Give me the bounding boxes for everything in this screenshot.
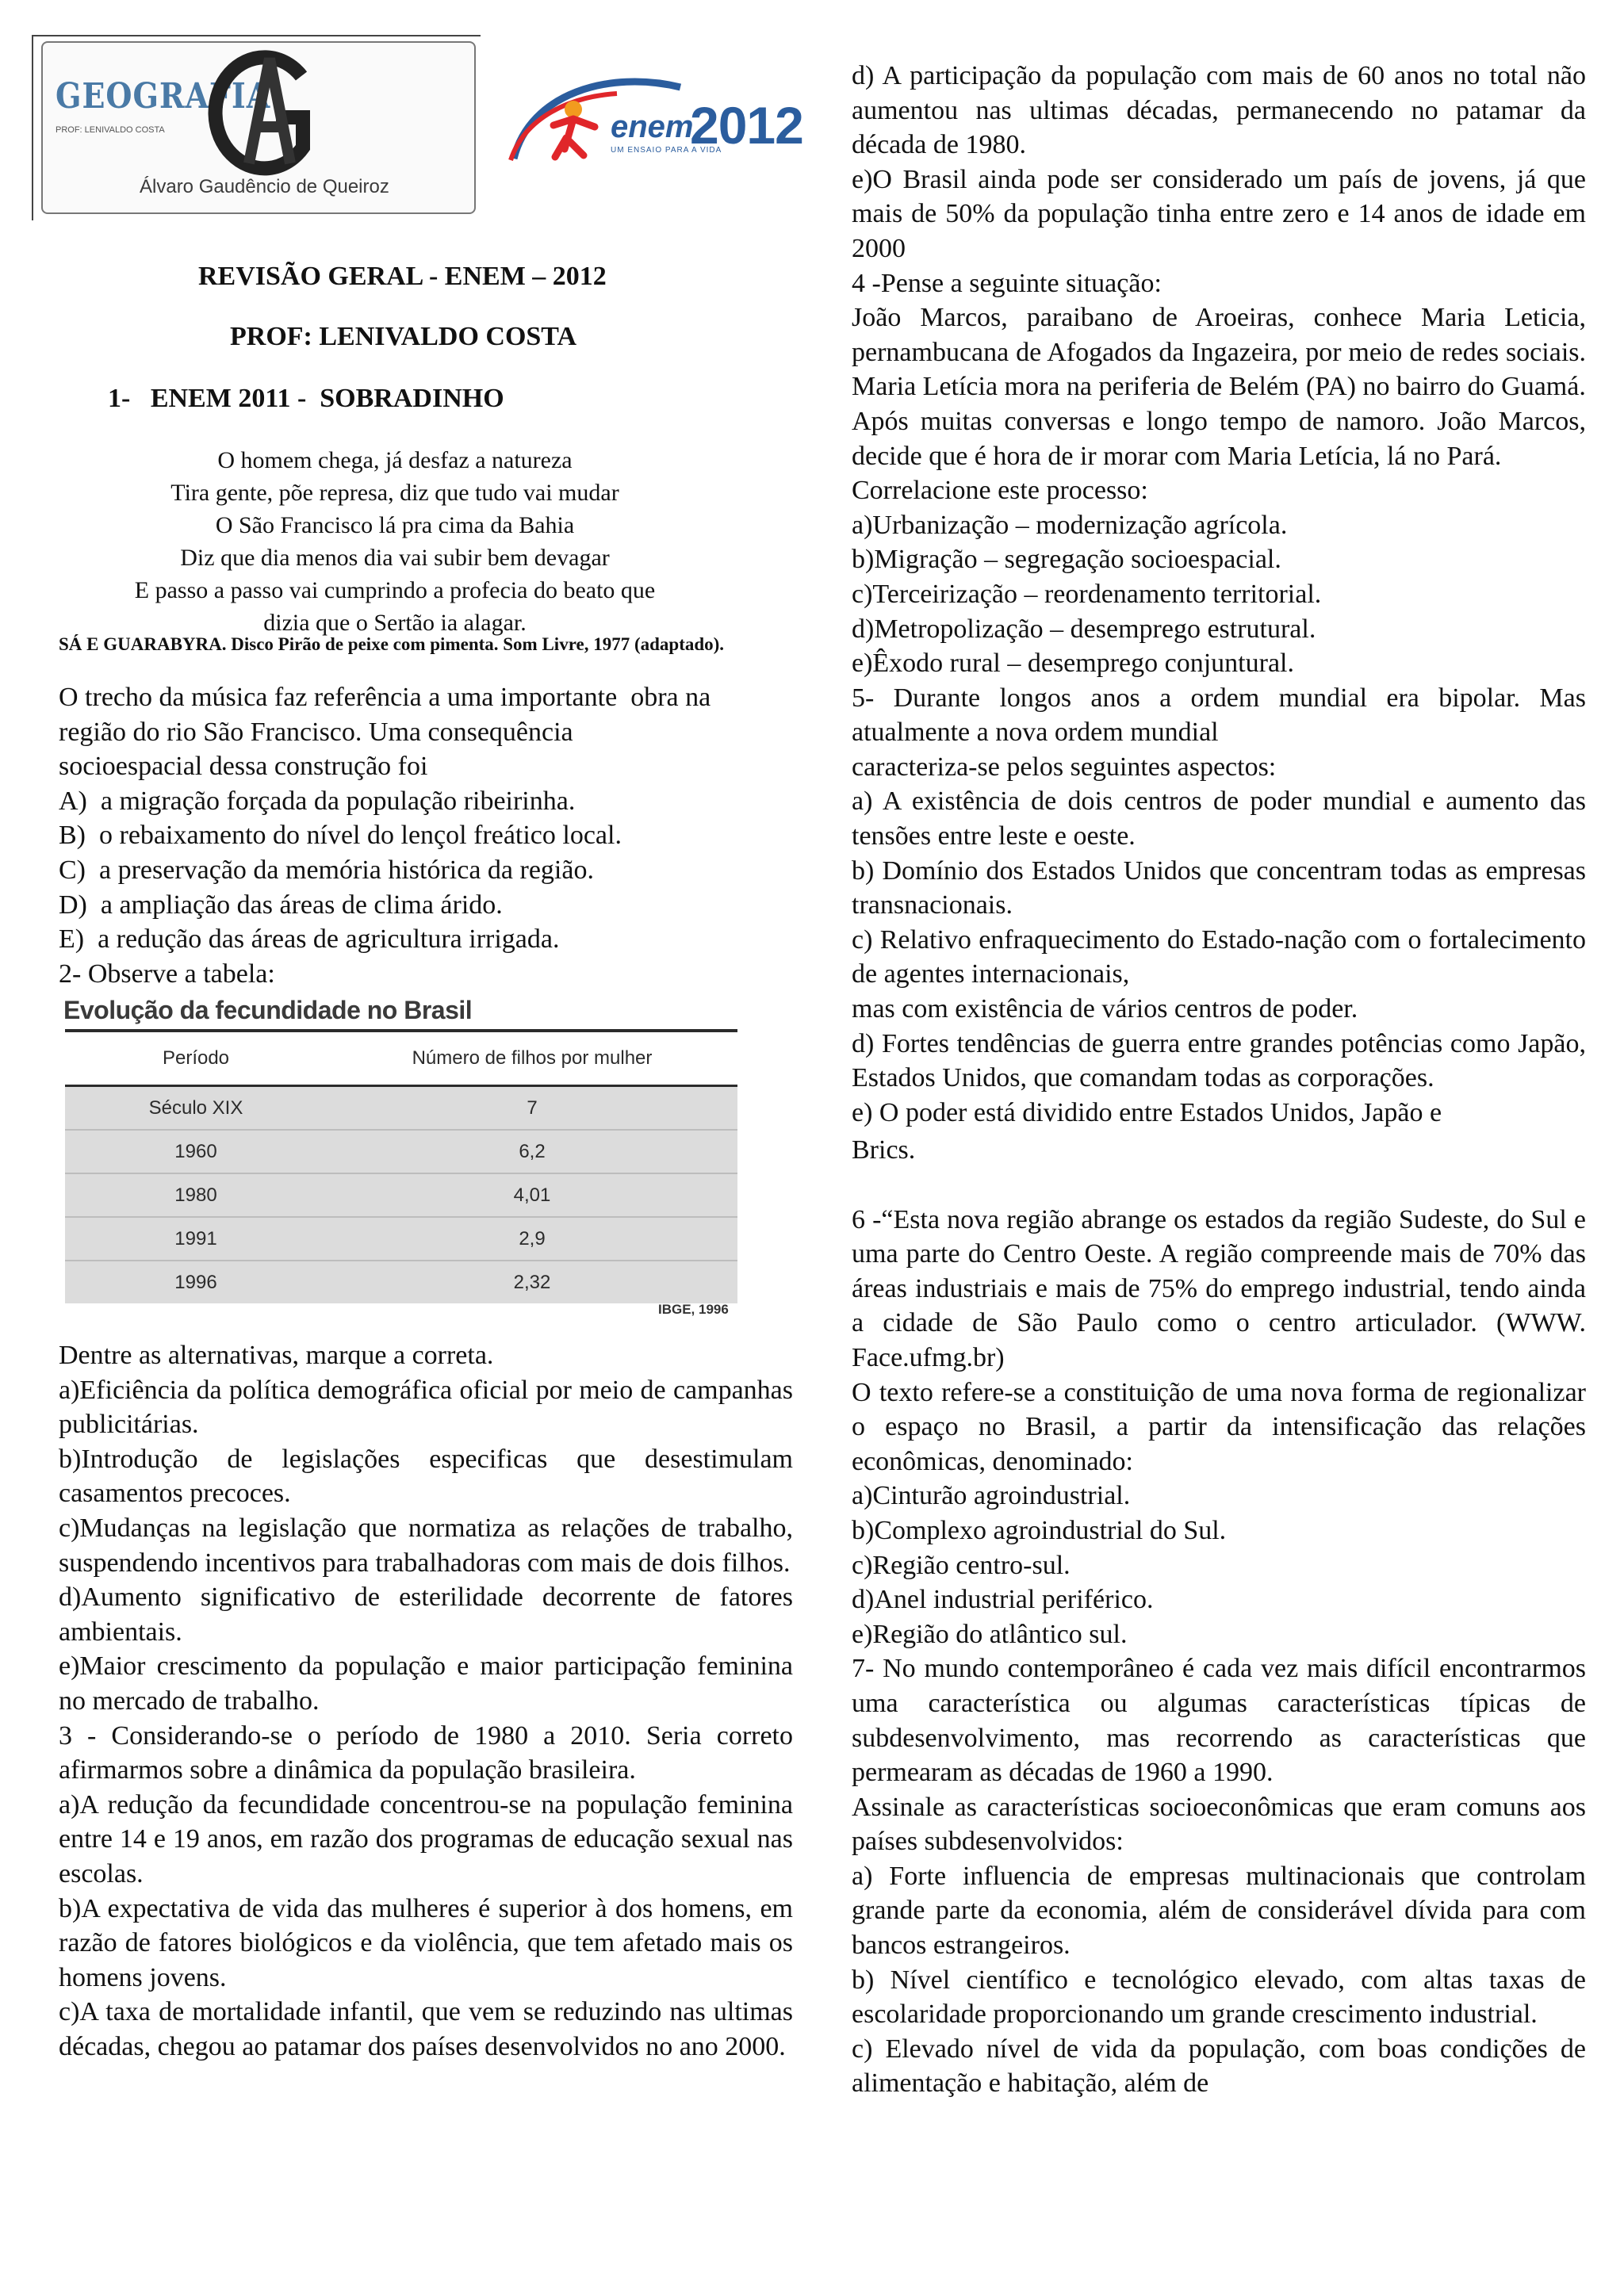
table-row: [65, 1131, 737, 1173]
monogram-logo-icon: [208, 44, 327, 179]
question-1-body: [59, 680, 793, 991]
logo-frame-line: [32, 35, 33, 220]
cell-period: 1991: [174, 1227, 217, 1249]
question-2-intro: 2- Observe a tabela:: [59, 959, 275, 989]
answer-option: e)Região do atlântico sul.: [852, 1619, 1128, 1649]
answer-option: d)Aumento significativo de esterilidade decorrente de fatores ambientais.: [59, 1582, 793, 1647]
enem-word: enem: [611, 109, 694, 144]
question-7-stem: Assinale as características socioeconômicas que eram comuns aos países subdesenvolvidos:: [852, 1792, 1586, 1857]
lyric-line: Tira gente, põe represa, diz que tudo vai mudar: [170, 480, 619, 506]
question-5-stem: 5- Durante longos anos a ordem mundial era bipolar. Mas atualmente a nova ordem mundial: [852, 683, 1586, 748]
logo-frame-line: [32, 35, 481, 36]
answer-option: d)Metropolização – desemprego estrutural.: [852, 614, 1316, 644]
answer-option: d)Anel industrial periférico.: [852, 1585, 1154, 1615]
cell-value: 7: [527, 1096, 538, 1119]
cell-value: 2,32: [513, 1271, 551, 1293]
logo-author: Álvaro Gaudêncio de Queiroz: [140, 176, 389, 197]
lyric-line: dizia que o Sertão ia alagar.: [263, 610, 527, 636]
answer-option: b)Migração – segregação socioespacial.: [852, 545, 1281, 575]
answer-option-continued: mas com existência de vários centros de poder.: [852, 994, 1358, 1024]
column-header-period: Período: [162, 1047, 230, 1069]
question-4-text: João Marcos, paraibano de Aroeiras, conhece Maria Leticia, pernambucana de Afogados da Ingazeira, por meio de redes sociais. Maria Letícia mora na periferia de Belém (PA) no bairro do Guamá.: [852, 303, 1586, 402]
answer-option: D) a ampliação das áreas de clima árido.: [59, 890, 503, 920]
question-2-stem: Dentre as alternativas, marque a correta.: [59, 1341, 494, 1370]
column-header-children: Número de filhos por mulher: [412, 1047, 653, 1069]
lyric-line: E passo a passo vai cumprindo a profecia do beato que: [134, 577, 656, 603]
table-header: [65, 1032, 737, 1085]
answer-option: c) Elevado nível de vida da população, com boas condições de alimentação e habitação, além de: [852, 2034, 1586, 2099]
song-lyrics: [62, 444, 728, 639]
question-stem-line: O trecho da música faz referência a uma importante obra na: [59, 683, 711, 712]
table-title: Evolução da fecundidade no Brasil: [63, 996, 473, 1024]
answer-option: a) Forte influencia de empresas multinacionais que controlam grande parte da economia, além de considerável dívida para com bancos estrangeiros.: [852, 1861, 1586, 1961]
enem-year: 2012: [690, 96, 803, 155]
right-column: [852, 59, 1586, 2101]
answer-option: e)Êxodo rural – desemprego conjuntural.: [852, 649, 1294, 679]
answer-option: b)Introdução de legislações especificas que desestimulam casamentos precoces.: [59, 1444, 793, 1509]
question-4-intro: 4 -Pense a seguinte situação:: [852, 268, 1162, 298]
lyric-line: O homem chega, já desfaz a natureza: [217, 447, 573, 473]
blank-line: [852, 1168, 1586, 1203]
cell-period: 1980: [174, 1184, 217, 1206]
answer-option: a)Urbanização – modernização agrícola.: [852, 510, 1288, 540]
question-2-3-body: [59, 1338, 793, 2064]
answer-option: e)Maior crescimento da população e maior participação feminina no mercado de trabalho.: [59, 1651, 793, 1716]
cell-value: 6,2: [519, 1140, 546, 1162]
question-stem-line: socioespacial dessa construção foi: [59, 752, 428, 782]
lyric-line: Diz que dia menos dia vai subir bem devagar: [180, 545, 610, 571]
logo-prof: PROF: LENIVALDO COSTA: [56, 125, 165, 135]
cell-period: 1960: [174, 1140, 217, 1162]
answer-option: c)Terceirização – reordenamento territorial.: [852, 579, 1322, 609]
question-4-stem: Correlacione este processo:: [852, 476, 1148, 506]
answer-option: a)Cinturão agroindustrial.: [852, 1481, 1131, 1511]
enem-tagline: UM ENSAIO PARA A VIDA: [611, 146, 722, 155]
answer-option: b)Complexo agroindustrial do Sul.: [852, 1515, 1227, 1545]
fertility-table: [65, 1029, 737, 1303]
answer-option: a)A redução da fecundidade concentrou-se na população feminina entre 14 e 19 anos, em razão dos programas de educação sexual nas escolas.: [59, 1789, 793, 1888]
question-5-stem: caracteriza-se pelos seguintes aspectos:: [852, 752, 1277, 782]
question-3-stem: 3 - Considerando-se o período de 1980 a 2010. Seria correto afirmarmos sobre a dinâmica da população brasileira.: [59, 1720, 793, 1785]
answer-option: E) a redução das áreas de agricultura irrigada.: [59, 924, 560, 955]
question-6-quote: 6 -“Esta nova região abrange os estados da região Sudeste, do Sul e uma parte do Centro Oeste. A região compreende mais de 70% das áreas industriais e mais de 75% do emprego industrial, tendo ainda a cidade de São Paulo como o centro articulador. (WWW. Face.ufmg.br): [852, 1204, 1586, 1372]
cell-value: 2,9: [519, 1227, 546, 1249]
answer-option: c)Mudanças na legislação que normatiza as relações de trabalho, suspendendo incentivos para trabalhadoras com mais de dois filhos.: [59, 1513, 793, 1578]
lyric-line: O São Francisco lá pra cima da Bahia: [215, 512, 575, 538]
answer-option: d) Fortes tendências de guerra entre grandes potências como Japão, Estados Unidos, que comandam todas as corporações.: [852, 1028, 1586, 1093]
answer-option: b) Nível científico e tecnológico elevado, com altas taxas de escolaridade proporcionando um grande crescimento industrial.: [852, 1965, 1586, 2030]
cell-value: 4,01: [513, 1184, 551, 1206]
question-4-text: Após muitas conversas e longo tempo de namoro. João Marcos, decide que é hora de ir morar com Maria Letícia, lá no Pará.: [852, 406, 1586, 471]
professor-name: PROF: LENIVALDO COSTA: [230, 322, 577, 351]
table-row: [65, 1174, 737, 1216]
answer-option: A) a migração forçada da população ribeirinha.: [59, 786, 576, 816]
table-row: [65, 1087, 737, 1129]
answer-option: a)Eficiência da política demográfica oficial por meio de campanhas publicitárias.: [59, 1375, 793, 1440]
answer-option: c)A taxa de mortalidade infantil, que vem se reduzindo nas ultimas décadas, chegou ao patamar dos países desenvolvidos no ano 2000.: [59, 1997, 793, 2061]
song-credit: SÁ E GUARABYRA. Disco Pirão de peixe com pimenta. Som Livre, 1977 (adaptado).: [59, 634, 725, 654]
table-row: [65, 1261, 737, 1303]
question-1-heading: 1- ENEM 2011 - SOBRADINHO: [108, 384, 504, 413]
cell-period: Século XIX: [148, 1096, 243, 1119]
answer-option: b)A expectativa de vida das mulheres é superior à dos homens, em razão de fatores biológicos e da violência, que tem afetado mais os homens jovens.: [59, 1893, 793, 1992]
logo-subject: GEOGRAFIA: [56, 75, 271, 117]
answer-option: c) Relativo enfraquecimento do Estado-nação com o fortalecimento de agentes internacionais,: [852, 924, 1586, 989]
answer-option: e) O poder está dividido entre Estados Unidos, Japão e: [852, 1097, 1442, 1127]
answer-option-continued: Brics.: [852, 1135, 916, 1165]
table-source: IBGE, 1996: [658, 1302, 729, 1317]
answer-option: a) A existência de dois centros de poder mundial e aumento das tensões entre leste e oeste.: [852, 786, 1586, 851]
cell-period: 1996: [174, 1271, 217, 1293]
question-7-stem: 7- No mundo contemporâneo é cada vez mais difícil encontrarmos uma característica ou algumas características típicas de subdesenvolvimento, mas recorrendo as características que permearam as décadas de 1960 a 1990.: [852, 1654, 1586, 1788]
question-6-stem: O texto refere-se a constituição de uma nova forma de regionalizar o espaço no Brasil, a partir da intensificação das relações econômicas, denominado:: [852, 1377, 1586, 1476]
table-row: [65, 1218, 737, 1260]
answer-option: e)O Brasil ainda pode ser considerado um país de jovens, já que mais de 50% da população tinha entre zero e 14 anos de idade em 2000: [852, 164, 1586, 263]
question-stem-line: região do rio São Francisco. Uma consequência: [59, 717, 573, 747]
answer-option: b) Domínio dos Estados Unidos que concentram todas as empresas transnacionais.: [852, 855, 1586, 920]
answer-option: B) o rebaixamento do nível do lençol freático local.: [59, 821, 622, 851]
answer-option: d) A participação da população com mais de 60 anos no total não aumentou nas ultimas décadas, permanecendo no patamar da década de 1980.: [852, 61, 1586, 160]
answer-option: C) a preservação da memória histórica da região.: [59, 855, 594, 885]
answer-option: c)Região centro-sul.: [852, 1550, 1071, 1580]
page-title: REVISÃO GERAL - ENEM – 2012: [198, 262, 607, 291]
